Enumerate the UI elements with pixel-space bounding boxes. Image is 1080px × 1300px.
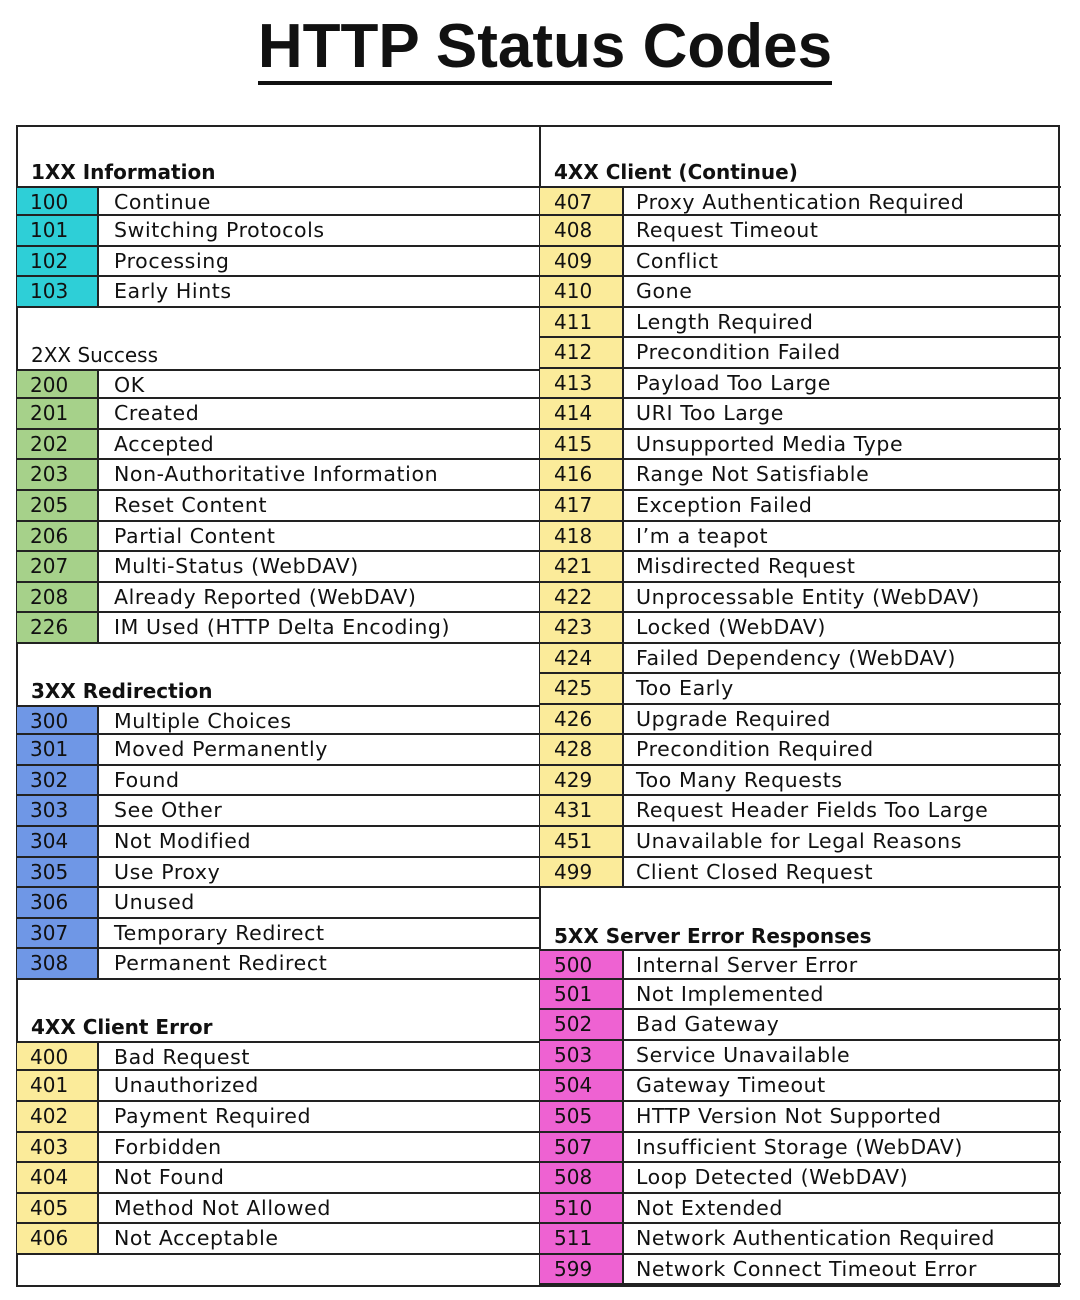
status-row — [17, 583, 539, 614]
status-label: Request Header Fields Too Large — [636, 798, 989, 823]
status-row — [540, 613, 1061, 644]
status-code: 599 — [540, 1255, 624, 1284]
status-code: 308 — [17, 949, 99, 978]
status-label: See Other — [114, 798, 223, 823]
status-row — [540, 1224, 1061, 1255]
status-row — [17, 430, 539, 461]
status-code: 499 — [540, 858, 624, 887]
status-label: Temporary Redirect — [114, 920, 325, 945]
status-label: Forbidden — [114, 1134, 222, 1159]
status-row — [540, 1071, 1061, 1102]
status-row — [17, 247, 539, 278]
status-code: 306 — [17, 888, 99, 917]
status-row — [17, 1194, 539, 1225]
status-row — [540, 399, 1061, 430]
status-code: 425 — [540, 674, 624, 703]
status-code: 303 — [17, 796, 99, 825]
status-row — [540, 277, 1061, 308]
status-row — [540, 247, 1061, 278]
status-label: Method Not Allowed — [114, 1195, 331, 1220]
status-label: Failed Dependency (WebDAV) — [636, 645, 957, 670]
status-label: Precondition Required — [636, 737, 874, 762]
status-code: 424 — [540, 644, 624, 673]
status-label: Too Many Requests — [636, 767, 843, 792]
status-label: Use Proxy — [114, 859, 221, 884]
status-label: Conflict — [636, 248, 719, 273]
status-code: 202 — [17, 430, 99, 459]
status-code: 401 — [17, 1071, 99, 1100]
status-code: 507 — [540, 1133, 624, 1162]
status-row — [17, 949, 539, 980]
status-row — [17, 827, 539, 858]
status-label: Unavailable for Legal Reasons — [636, 829, 963, 854]
status-code: 402 — [17, 1102, 99, 1131]
status-row — [17, 1071, 539, 1102]
status-row — [540, 735, 1061, 766]
status-code: 426 — [540, 705, 624, 734]
status-label: Not Implemented — [636, 981, 825, 1006]
status-label: Not Extended — [636, 1195, 783, 1220]
status-row — [17, 186, 539, 217]
section-heading: 4XX Client (Continue) — [554, 160, 798, 184]
status-code: 201 — [17, 399, 99, 428]
status-code: 510 — [540, 1194, 624, 1223]
status-row — [540, 1133, 1061, 1164]
status-code: 500 — [540, 951, 624, 978]
status-label: Not Acceptable — [114, 1226, 279, 1251]
status-row — [540, 1010, 1061, 1041]
status-code: 207 — [17, 552, 99, 581]
status-code: 400 — [17, 1043, 99, 1070]
status-row — [540, 1163, 1061, 1194]
status-code: 503 — [540, 1041, 624, 1070]
status-label: Length Required — [636, 309, 814, 334]
status-row — [540, 583, 1061, 614]
status-code: 100 — [17, 188, 99, 215]
status-row — [17, 522, 539, 553]
status-label: Early Hints — [114, 279, 232, 304]
status-label: Created — [114, 401, 200, 426]
status-code: 505 — [540, 1102, 624, 1131]
status-code: 502 — [540, 1010, 624, 1039]
status-code: 418 — [540, 522, 624, 551]
section-header-2xx — [17, 338, 539, 369]
status-code: 413 — [540, 369, 624, 398]
status-label: I’m a teapot — [636, 523, 769, 548]
status-code: 411 — [540, 308, 624, 337]
status-row — [540, 338, 1061, 369]
status-row — [540, 491, 1061, 522]
status-row — [17, 491, 539, 522]
status-label: Insufficient Storage (WebDAV) — [636, 1134, 963, 1159]
status-code: 410 — [540, 277, 624, 306]
status-label: URI Too Large — [636, 401, 784, 426]
status-row — [540, 705, 1061, 736]
status-code: 504 — [540, 1071, 624, 1100]
status-code: 417 — [540, 491, 624, 520]
section-heading: 3XX Redirection — [31, 679, 213, 704]
status-code: 421 — [540, 552, 624, 581]
status-label: Unsupported Media Type — [636, 431, 904, 456]
status-label: Exception Failed — [636, 493, 813, 518]
status-label: Not Modified — [114, 829, 252, 854]
section-header-5xx — [540, 919, 1061, 950]
status-label: Payment Required — [114, 1103, 312, 1128]
section-header-4xx — [17, 1010, 539, 1041]
status-code: 416 — [540, 460, 624, 489]
status-label: Found — [114, 767, 180, 792]
status-row — [540, 827, 1061, 858]
status-row — [17, 460, 539, 491]
section-heading: 1XX Information — [31, 160, 216, 184]
status-code: 451 — [540, 827, 624, 856]
status-code: 200 — [17, 371, 99, 398]
status-label: HTTP Version Not Supported — [636, 1103, 942, 1128]
status-row — [17, 1133, 539, 1164]
status-code: 414 — [540, 399, 624, 428]
status-row — [540, 1255, 1061, 1286]
status-row — [17, 399, 539, 430]
status-row — [17, 1163, 539, 1194]
section-header-3xx — [17, 674, 539, 705]
status-row — [540, 796, 1061, 827]
status-row — [540, 430, 1061, 461]
status-row — [540, 552, 1061, 583]
status-row — [540, 186, 1061, 217]
status-code: 307 — [17, 919, 99, 948]
status-code: 407 — [540, 188, 624, 215]
status-label: Upgrade Required — [636, 706, 832, 731]
status-label: Internal Server Error — [636, 953, 858, 978]
status-code: 412 — [540, 338, 624, 367]
status-code: 404 — [17, 1163, 99, 1192]
status-label: Gone — [636, 279, 693, 304]
status-label: Processing — [114, 248, 230, 273]
status-label: Network Connect Timeout Error — [636, 1256, 978, 1281]
status-label: Client Closed Request — [636, 859, 874, 884]
status-code: 300 — [17, 707, 99, 734]
status-code: 403 — [17, 1133, 99, 1162]
status-code: 409 — [540, 247, 624, 276]
status-row — [540, 460, 1061, 491]
section-heading: 5XX Server Error Responses — [554, 923, 872, 948]
status-row — [540, 1102, 1061, 1133]
status-label: Continue — [114, 189, 211, 214]
status-row — [17, 919, 539, 950]
status-row — [17, 552, 539, 583]
status-code: 431 — [540, 796, 624, 825]
status-label: Unprocessable Entity (WebDAV) — [636, 584, 980, 609]
status-label: Request Timeout — [636, 218, 819, 243]
status-row — [17, 1041, 539, 1072]
status-row — [17, 735, 539, 766]
status-code: 423 — [540, 613, 624, 642]
status-label: Bad Request — [114, 1044, 251, 1069]
section-heading: 2XX Success — [31, 343, 158, 368]
status-row — [540, 949, 1061, 980]
status-code: 408 — [540, 216, 624, 245]
status-row — [540, 369, 1061, 400]
status-label: Network Authentication Required — [636, 1226, 995, 1251]
section-header-1xx — [17, 155, 539, 186]
status-label: Proxy Authentication Required — [636, 189, 965, 214]
status-label: Moved Permanently — [114, 737, 329, 762]
status-code: 405 — [17, 1194, 99, 1223]
status-label: Partial Content — [114, 523, 276, 548]
status-row — [540, 522, 1061, 553]
status-row — [17, 1102, 539, 1133]
status-code: 203 — [17, 460, 99, 489]
status-code: 304 — [17, 827, 99, 856]
status-code: 226 — [17, 613, 99, 642]
status-code: 511 — [540, 1224, 624, 1253]
status-label: Misdirected Request — [636, 554, 856, 579]
status-label: Not Found — [114, 1165, 225, 1190]
status-code: 206 — [17, 522, 99, 551]
status-code: 429 — [540, 766, 624, 795]
status-label: Already Reported (WebDAV) — [114, 584, 417, 609]
status-code: 102 — [17, 247, 99, 276]
status-row — [17, 705, 539, 736]
status-row — [17, 369, 539, 400]
status-code: 428 — [540, 735, 624, 764]
status-code: 422 — [540, 583, 624, 612]
status-row — [17, 858, 539, 889]
status-label: Gateway Timeout — [636, 1073, 826, 1098]
status-label: Precondition Failed — [636, 340, 841, 365]
status-row — [540, 1194, 1061, 1225]
status-row — [17, 216, 539, 247]
status-code: 415 — [540, 430, 624, 459]
status-label: Bad Gateway — [636, 1012, 780, 1037]
page-title-text: HTTP Status Codes — [258, 12, 832, 85]
status-label: Too Early — [636, 676, 734, 701]
status-label: Reset Content — [114, 493, 268, 518]
page-title — [0, 8, 1080, 86]
section-header-4xx-continue — [540, 155, 1061, 186]
right-column — [540, 155, 1061, 1285]
status-row — [17, 613, 539, 644]
status-label: Locked (WebDAV) — [636, 615, 827, 640]
status-label: Multiple Choices — [114, 708, 292, 733]
status-row — [17, 766, 539, 797]
status-code: 205 — [17, 491, 99, 520]
status-code: 103 — [17, 277, 99, 306]
status-label: Permanent Redirect — [114, 951, 328, 976]
status-label: Non-Authoritative Information — [114, 462, 439, 487]
status-label: Switching Protocols — [114, 218, 325, 243]
left-column — [17, 155, 539, 1255]
status-label: Multi-Status (WebDAV) — [114, 554, 359, 579]
status-row — [540, 858, 1061, 889]
status-label: Payload Too Large — [636, 370, 831, 395]
status-row — [540, 980, 1061, 1011]
status-row — [17, 1224, 539, 1255]
status-code: 208 — [17, 583, 99, 612]
status-row — [540, 674, 1061, 705]
status-code: 406 — [17, 1224, 99, 1253]
status-label: Unauthorized — [114, 1073, 259, 1098]
status-code: 501 — [540, 980, 624, 1009]
status-row — [540, 308, 1061, 339]
status-code: 508 — [540, 1163, 624, 1192]
status-label: IM Used (HTTP Delta Encoding) — [114, 615, 451, 640]
status-code: 301 — [17, 735, 99, 764]
status-code: 302 — [17, 766, 99, 795]
status-row — [17, 277, 539, 308]
status-label: Loop Detected (WebDAV) — [636, 1165, 909, 1190]
status-row — [540, 1041, 1061, 1072]
status-label: Range Not Satisfiable — [636, 462, 870, 487]
status-row — [540, 766, 1061, 797]
status-label: OK — [114, 372, 145, 397]
status-row — [540, 644, 1061, 675]
status-row — [17, 888, 539, 919]
status-code: 305 — [17, 858, 99, 887]
status-row — [540, 216, 1061, 247]
status-label: Accepted — [114, 431, 215, 456]
status-label: Unused — [114, 890, 195, 915]
status-row — [17, 796, 539, 827]
section-heading: 4XX Client Error — [31, 1015, 213, 1040]
status-code: 101 — [17, 216, 99, 245]
status-label: Service Unavailable — [636, 1042, 851, 1067]
